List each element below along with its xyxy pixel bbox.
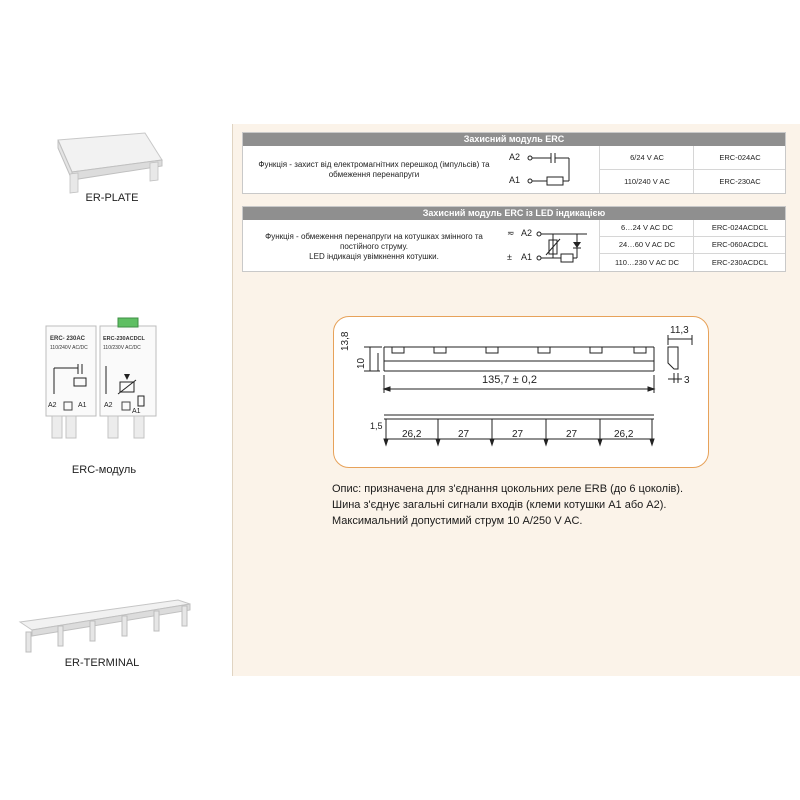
dim-height-outer: 13,8 <box>340 331 351 351</box>
erc-led-pin-a2: A2 <box>521 228 533 238</box>
erc-table <box>242 132 786 194</box>
erc-led-row3-code: ERC-230ACDCL <box>693 254 786 271</box>
note-line-1: Опис: призначена для з'єднання цокольних реле ERB (до 6 цоколів). <box>332 483 684 495</box>
erc-table-title: Захисний модуль ERC <box>243 133 785 146</box>
terminal-drawing-svg <box>334 317 708 467</box>
note-line-2: Шина з'єднує загальні сигнали входів (клеми котушки A1 або A2). <box>332 499 667 511</box>
erc-led-sym-dc: ± <box>507 252 512 262</box>
erc-schematic <box>507 146 597 193</box>
erc-pin-a1: A1 <box>509 175 521 185</box>
erc-led-row2-code: ERC-060ACDCL <box>693 237 786 253</box>
module-right-pin-a2: A2 <box>104 402 113 409</box>
er-plate-caption: ER-PLATE <box>85 192 139 204</box>
dim-pitch-first: 1,5 <box>370 421 383 431</box>
erc-led-desc-line1: Функція - обмеження перенапруги на котушках змінного та <box>265 232 483 241</box>
erc-row2-voltage: 110/240 V AC <box>599 170 694 193</box>
dimension-drawing <box>333 316 709 468</box>
erc-led-table-description <box>243 232 505 262</box>
erc-module-image <box>44 316 164 451</box>
erc-led-row1-voltage: 6…24 V AC DC <box>599 220 694 236</box>
module-left-pin-a1: A1 <box>78 402 87 409</box>
description-notes <box>332 481 712 529</box>
erc-led-sym-ac: ≂ <box>507 228 515 238</box>
erc-led-schematic <box>507 220 597 271</box>
erc-led-table-title: Захисний модуль ERC із LED індикацією <box>243 207 785 220</box>
er-terminal-image <box>18 596 198 661</box>
erc-led-pin-a1: A1 <box>521 252 533 262</box>
dim-length: 135,7 ± 0,2 <box>482 374 537 386</box>
erc-module-caption: ERC-модуль <box>71 464 137 476</box>
module-left-pin-a2: A2 <box>48 402 57 409</box>
module-left-name: ERC- 230AC <box>50 336 86 342</box>
panel-divider <box>232 124 233 676</box>
note-line-3: Максимальний допустимий струм 10 A/250 V AC. <box>332 515 583 527</box>
module-right-pin-a1: A1 <box>132 408 141 415</box>
erc-led-desc-line2: постійного струму. <box>340 242 408 251</box>
er-terminal-caption: ER-TERMINAL <box>64 657 140 669</box>
dim-side-3: 3 <box>684 375 690 386</box>
erc-led-row1-code: ERC-024ACDCL <box>693 220 786 236</box>
erc-led-table <box>242 206 786 272</box>
erc-desc-line2: обмеження перенапруги <box>328 170 420 179</box>
dim-pitch-3: 27 <box>512 429 524 440</box>
dim-pitch-1: 26,2 <box>402 429 422 440</box>
dim-pitch-4: 27 <box>566 429 578 440</box>
dim-height-inner: 10 <box>356 357 367 369</box>
erc-row1-voltage: 6/24 V AC <box>599 146 694 169</box>
erc-row1-code: ERC-024AC <box>693 146 786 169</box>
dim-side-width: 11,3 <box>670 325 689 336</box>
erc-row2-code: ERC-230AC <box>693 170 786 193</box>
module-left-spec: 110/240V AC/DC <box>50 345 88 351</box>
dim-pitch-2: 27 <box>458 429 470 440</box>
erc-table-description <box>243 160 505 180</box>
erc-desc-line1: Функція - захист від електромагнітних перешкод (імпульсів) та <box>258 160 490 169</box>
erc-led-row2-voltage: 24…60 V AC DC <box>599 237 694 253</box>
erc-pin-a2: A2 <box>509 152 521 162</box>
erc-led-desc-line3: LED індикація увімкнення котушки. <box>309 252 439 261</box>
dim-pitch-5: 26,2 <box>614 429 634 440</box>
module-right-spec: 110/230V AC/DC <box>103 345 141 351</box>
erc-led-row3-voltage: 110…230 V AC DC <box>599 254 694 271</box>
module-right-name: ERC-230ACDCL <box>103 336 145 342</box>
